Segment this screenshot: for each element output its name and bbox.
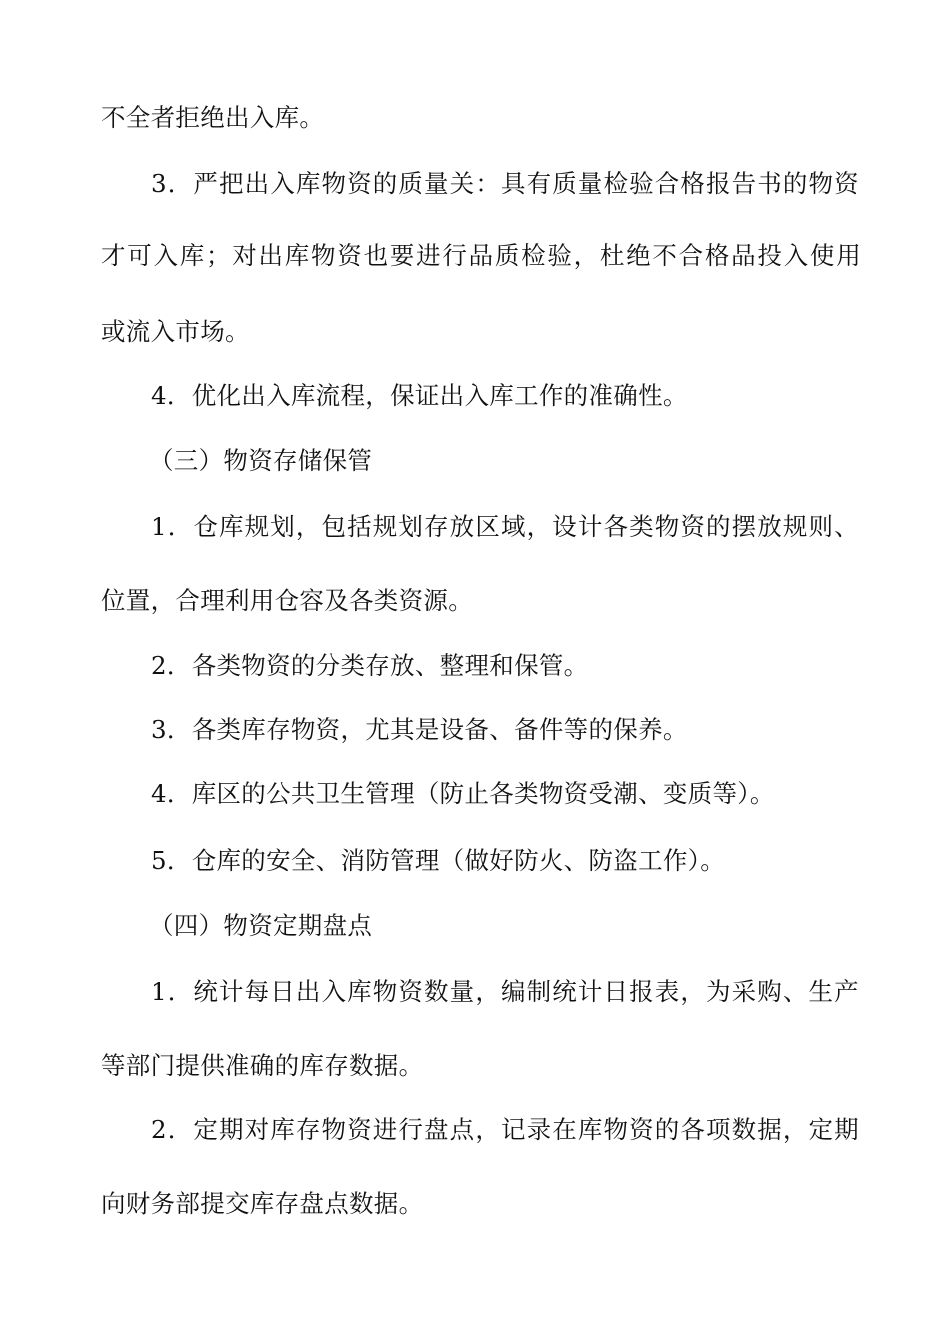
section-heading: （四）物资定期盘点 (149, 911, 373, 940)
paragraph-line: 1．统计每日出入库物资数量，编制统计日报表，为采购、生产 (151, 977, 859, 1006)
paragraph-line: 2．定期对库存物资进行盘点，记录在库物资的各项数据，定期 (151, 1115, 859, 1144)
paragraph-line: 或流入市场。 (101, 317, 250, 346)
paragraph-line: 3．严把出入库物资的质量关：具有质量检验合格报告书的物资 (151, 169, 859, 198)
paragraph-line: 5．仓库的安全、消防管理（做好防火、防盗工作）。 (151, 846, 726, 875)
paragraph-line: 才可入库；对出库物资也要进行品质检验，杜绝不合格品投入使用 (101, 241, 861, 270)
section-heading: （三）物资存储保管 (149, 446, 373, 475)
paragraph-line: 4．库区的公共卫生管理（防止各类物资受潮、变质等）。 (151, 779, 775, 808)
paragraph-line: 等部门提供准确的库存数据。 (101, 1051, 424, 1080)
paragraph-line: 向财务部提交库存盘点数据。 (101, 1189, 424, 1218)
paragraph-line: 2．各类物资的分类存放、整理和保管。 (151, 651, 589, 680)
paragraph-line: 3．各类库存物资，尤其是设备、备件等的保养。 (151, 715, 688, 744)
paragraph-line: 位置，合理利用仓容及各类资源。 (101, 586, 473, 615)
paragraph-line: 4．优化出入库流程，保证出入库工作的准确性。 (151, 381, 688, 410)
paragraph-line: 不全者拒绝出入库。 (101, 103, 325, 132)
paragraph-line: 1．仓库规划，包括规划存放区域，设计各类物资的摆放规则、 (151, 512, 859, 541)
